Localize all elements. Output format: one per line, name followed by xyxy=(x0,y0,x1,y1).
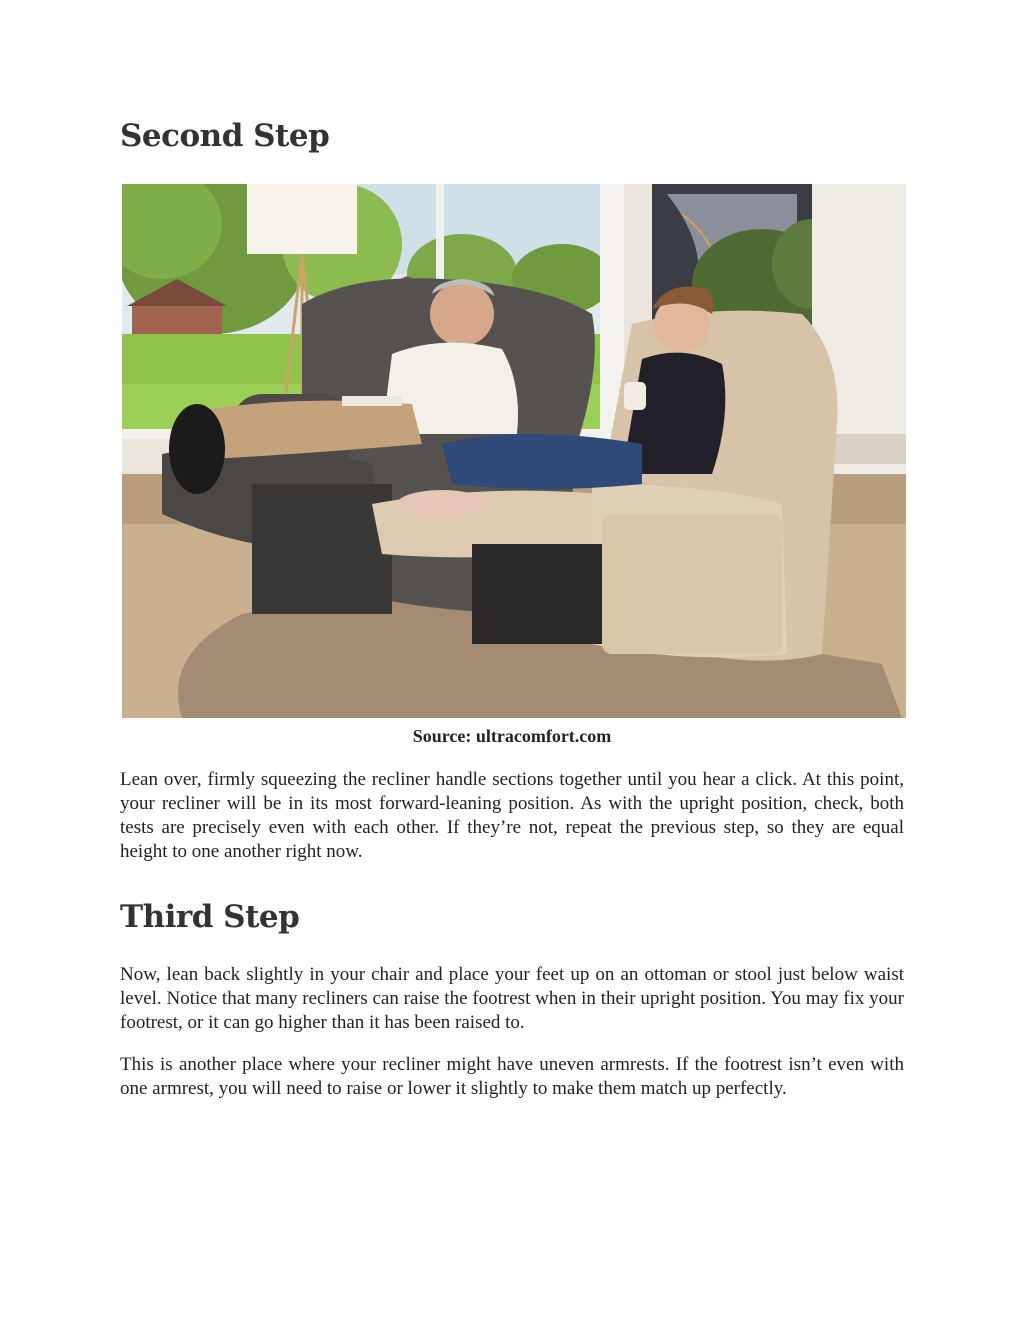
section-heading-second-step: Second Step xyxy=(120,118,330,154)
paragraph-second-step: Lean over, firmly squeezing the recliner handle sections together until you hear a click. At this point, your recliner will be in its most forward-leaning position. As with the upright position, check, both tests are precisely even with each other. If they’re not, repeat the previous step, so they are equal height to one another right now. xyxy=(120,769,904,862)
paragraph-third-step-2: This is another place where your recliner might have uneven armrests. If the footrest isn’t even with one armrest, you will need to raise or lower it slightly to make them match up perfectly. xyxy=(120,1054,904,1099)
image-caption: Source: ultracomfort.com xyxy=(412,726,612,746)
section-heading-third-step: Third Step xyxy=(120,899,300,935)
recliner-photo xyxy=(122,184,906,718)
paragraph-third-step-1: Now, lean back slightly in your chair and place your feet up on an ottoman or stool just below waist level. Notice that many recliners can raise the footrest when in their upright position. You may fix your footrest, or it can go higher than it has been raised to. xyxy=(120,964,904,1033)
